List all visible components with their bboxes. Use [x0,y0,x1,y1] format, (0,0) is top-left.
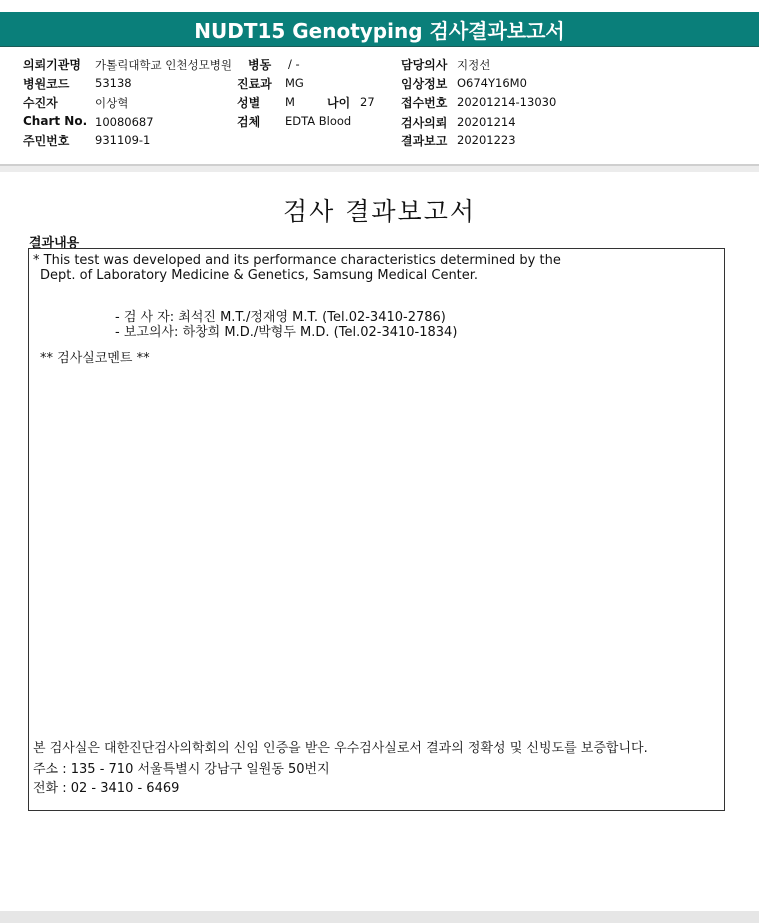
doctor-value: 지정선 [457,58,491,72]
request-date-label: 검사의뢰 [401,116,448,130]
report-header-banner [0,12,759,47]
report-header-title: NUDT15 Genotyping 검사결과보고서 [194,18,565,43]
header-divider-shadow [0,166,759,172]
lab-phone: 전화 : 02 - 3410 - 6469 [33,781,180,796]
reporter-line: - 보고의사: 하창희 M.D./박형두 M.D. (Tel.02-3410-1834) [115,325,458,340]
tester-line: - 검 사 자: 최석진 M.T./정재영 M.T. (Tel.02-3410-2786) [115,310,446,325]
hospital-code-value: 53138 [95,76,132,90]
specimen-label: 검체 [237,115,261,129]
report-date-value: 20201223 [457,133,516,147]
department-label: 진료과 [237,77,272,91]
patient-info-panel [0,46,759,166]
report-date-label: 결과보고 [401,134,448,148]
results-section-label: 결과내용 [29,236,80,251]
doctor-label: 담당의사 [401,58,448,72]
patient-value: 이상혁 [95,96,129,110]
lab-comment-heading: ** 검사실코멘트 ** [40,351,150,366]
request-date-value: 20201214 [457,115,516,129]
certification-statement: 본 검사실은 대한진단검사의학회의 신임 인증을 받은 우수검사실로서 결과의 정확성 및 신빙도를 보증합니다. [33,741,648,756]
age-label: 나이 [327,96,351,110]
department-value: MG [285,76,304,90]
resident-id-value: 931109-1 [95,133,151,147]
results-box [28,248,725,811]
resident-id-label: 주민번호 [23,134,70,148]
sex-label: 성별 [237,96,261,110]
hospital-value: 가톨릭대학교 인천성모병원 [95,58,232,72]
chart-no-value: 10080687 [95,115,154,129]
hospital-code-label: 병원코드 [23,77,70,91]
accession-value: 20201214-13030 [457,95,557,109]
sex-value: M [285,95,295,109]
patient-label: 수진자 [23,96,58,110]
disclaimer-line-2: Dept. of Laboratory Medicine & Genetics, Samsung Medical Center. [40,268,479,283]
age-value: 27 [360,95,375,109]
accession-label: 접수번호 [401,96,448,110]
clinical-info-value: O674Y16M0 [457,76,527,90]
ward-value: / - [288,57,300,71]
chart-no-label: Chart No. [23,114,88,128]
disclaimer-line-1: * This test was developed and its performance characteristics determined by the [33,253,561,268]
hospital-label: 의뢰기관명 [23,58,81,72]
bottom-bar [0,911,759,923]
specimen-value: EDTA Blood [285,114,352,128]
lab-address: 주소 : 135 - 710 서울특별시 강남구 일원동 50번지 [33,762,330,777]
ward-label: 병동 [248,58,272,72]
report-title: 검사 결과보고서 [283,197,476,226]
clinical-info-label: 임상정보 [401,77,448,91]
